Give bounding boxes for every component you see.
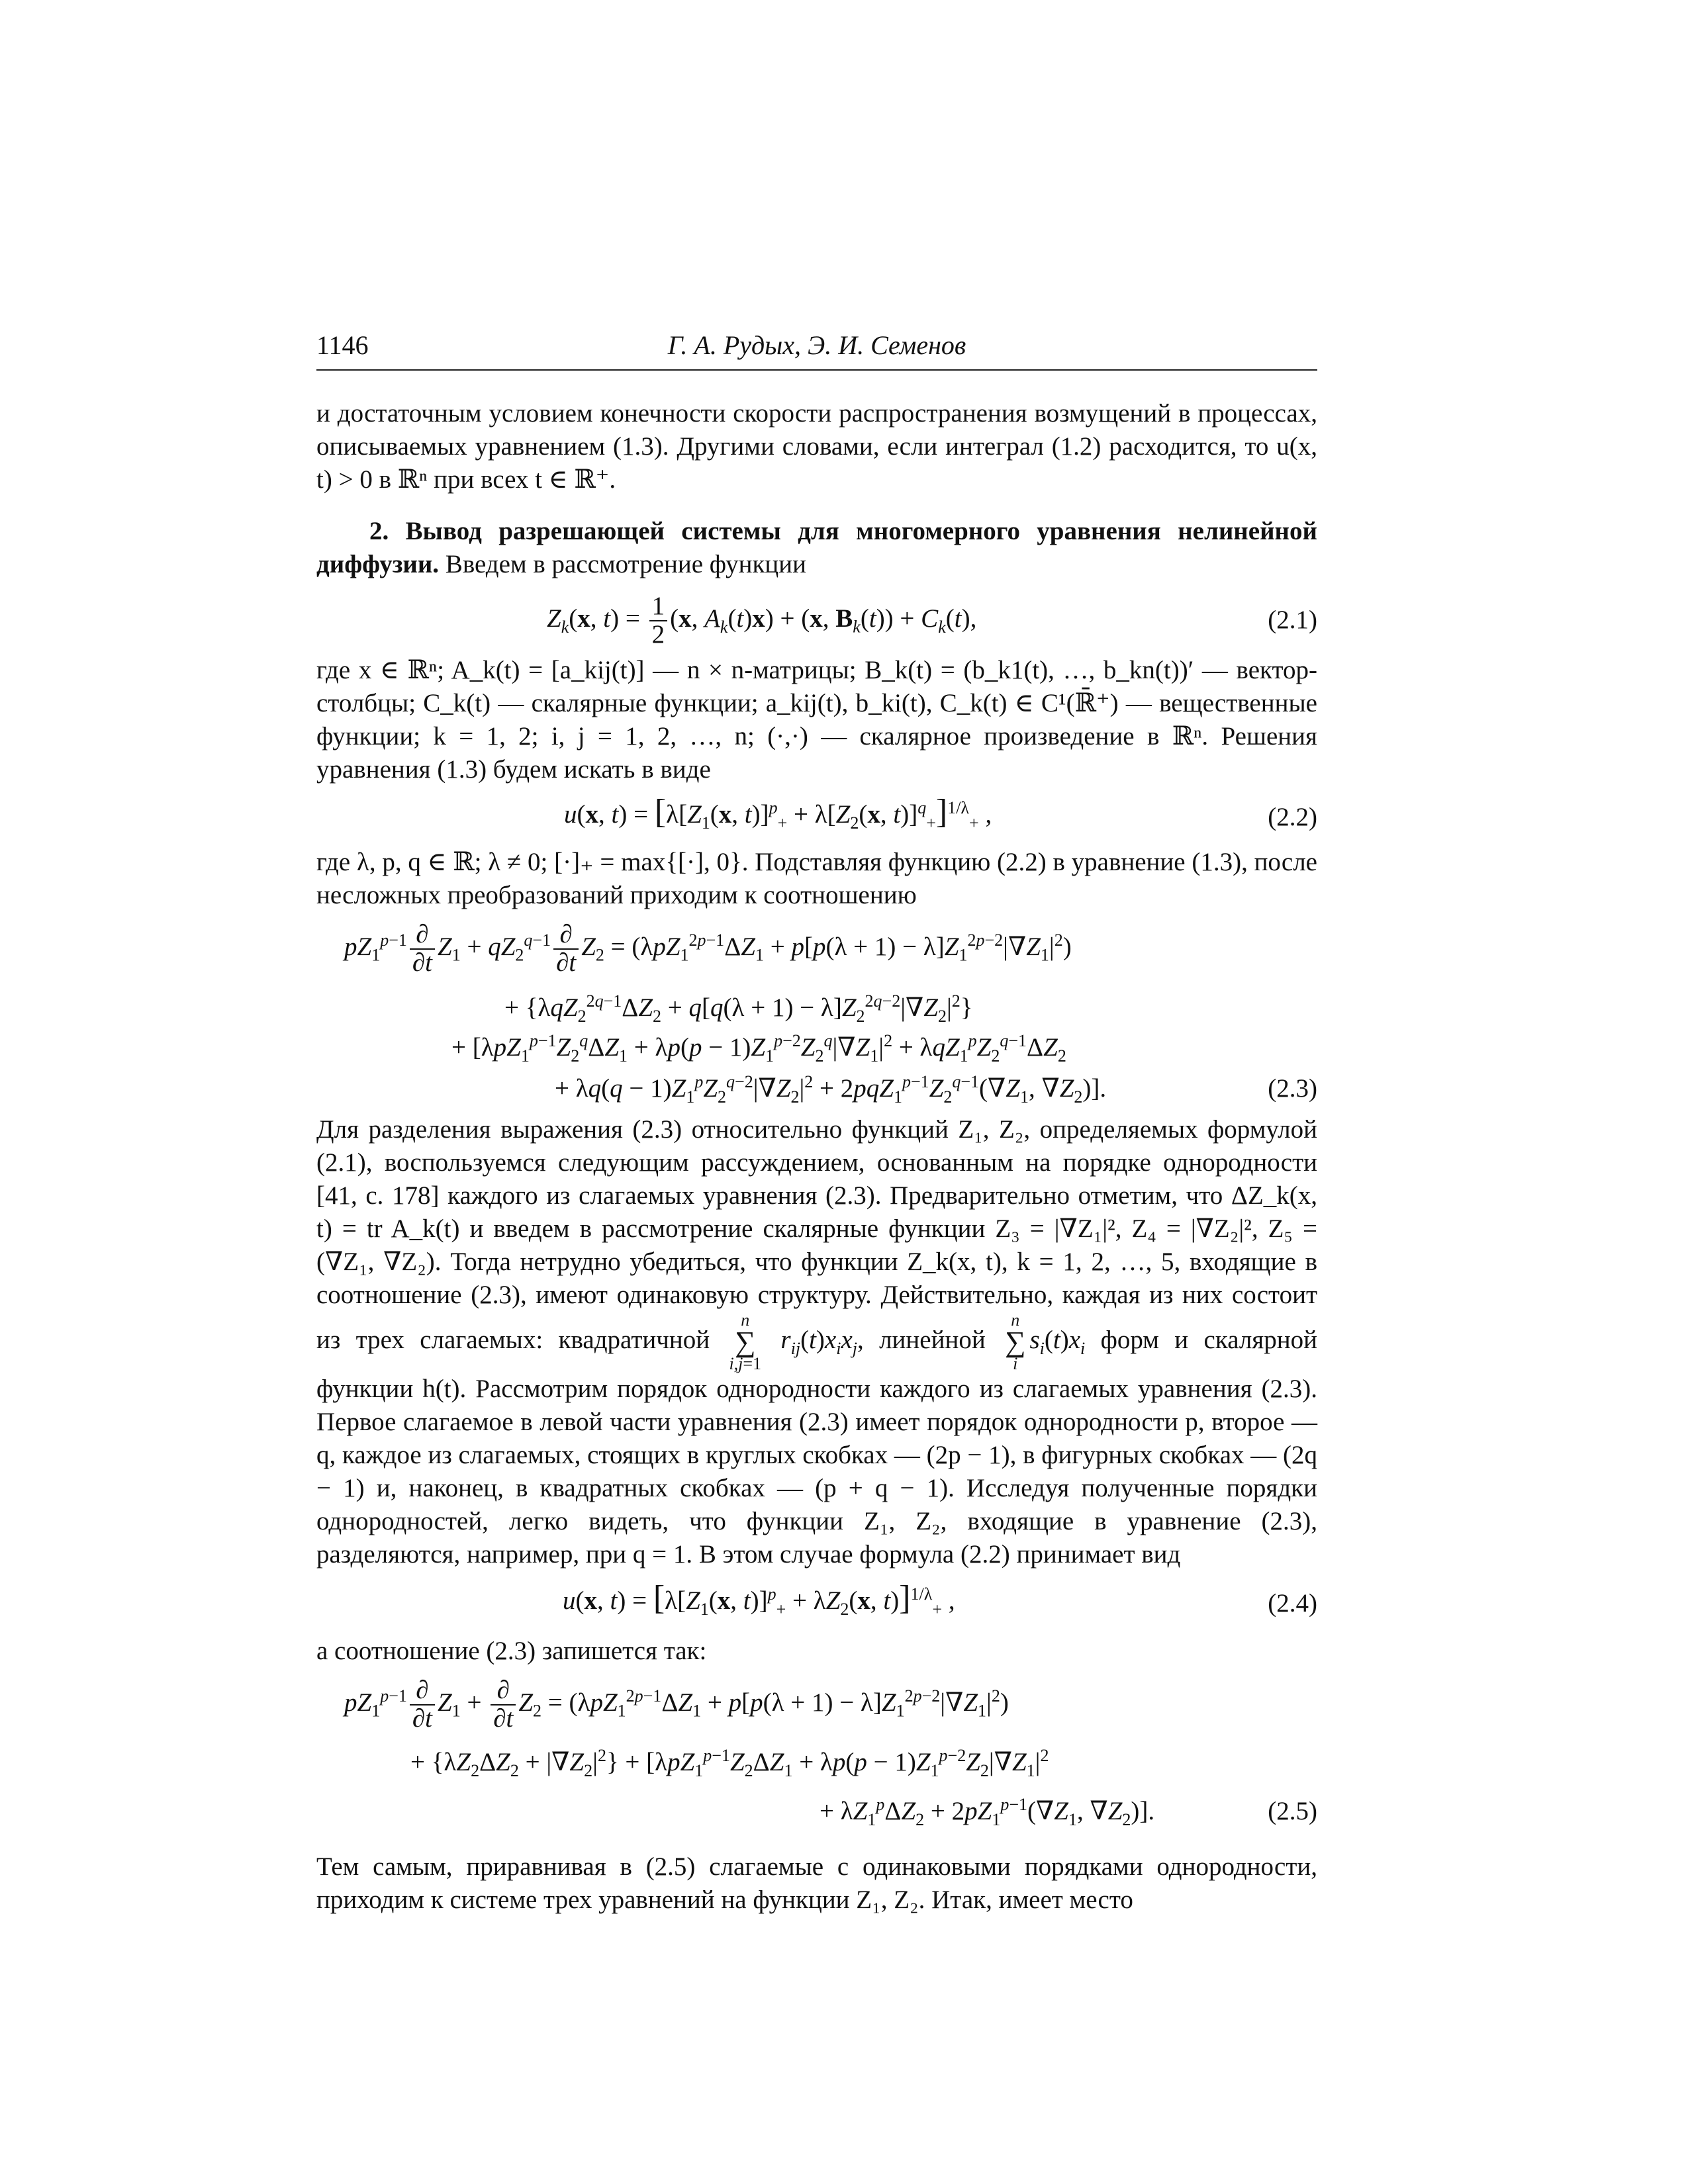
linear-sum: n ∑ i [1005, 1310, 1026, 1373]
page [316, 330, 1317, 1917]
running-head-authors: Г. А. Рудых, Э. И. Семенов [667, 330, 966, 360]
equation-2-2: u(x, $t) = [\lambda[Z_1(x$, $t)]^p_+ + \lambda[Z_2(x$, t)]$^q_+$]$^{1/\lambda}_+$ , (2.2) [316, 786, 1317, 846]
header-rule [316, 369, 1317, 371]
paragraph-4: где λ, p, q ∈ ℝ; λ ≠ 0; [·]₊ = max{[·], 0}. Подставляя функцию (2.2) в уравнение (1.3), после несложных преобразований приходим к соотношению [316, 848, 1317, 909]
section-title: 2. Вывод разрешающей системы для многомерного уравнения нелинейной диффузии. [316, 517, 1317, 578]
paragraph-7: Тем самым, приравнивая в (2.5) слагаемые с одинаковыми порядками однородности, приходим к системе трех уравнений на функции Z₁, Z₂. Итак, имеет место [316, 1852, 1317, 1914]
equation-2-4: u(x, $t) = [\lambda[Z_1(x$, $t)]^p_+ + \lambda Z_2(x$, t)]$^{1/\lambda}_+$ , (2.4) [316, 1571, 1317, 1635]
equation-number-2-3: (2.3) [1268, 1074, 1317, 1103]
paragraph-1: и достаточным условием конечности скорости распространения возмущений в процессах, описываемых уравнением (1.3). Другими словами, если интеграл (1.2) расходится, то u(x, t) > 0 в ℝⁿ при всех t ∈ ℝ⁺. [316, 399, 1317, 494]
equation-number-2-4: (2.4) [1268, 1588, 1317, 1617]
paragraph-3: где x ∈ ℝⁿ; A_k(t) = [a_kij(t)] — n × n-матрицы; B_k(t) = (b_k1(t), …, b_kn(t))′ — вектор-столбцы; C_k(t) — скалярные функции; a_kij(t), b_ki(t), C_k(t) ∈ C¹(ℝ̄⁺) — вещественные функции; k = 1, 2; i, j = 1, 2, …, n; (·,·) — скалярное произведение в ℝⁿ. Решения уравнения (1.3) будем искать в виде [316, 656, 1317, 784]
quadratic-sum: n ∑ i,j=1 [729, 1310, 762, 1373]
paragraph-5-part-c: форм и скалярной функции h(t). Рассмотрим порядок однородности каждого из слагаемых уравнения (2.3). Первое слагаемое в левой части уравнения (2.3) имеет порядок однородности p, второе — q, каждое из слагаемых, стоящих в круглых скобках — (2p − 1), в фигурных скобках — (2q − 1) и, наконец, в квадратных скобках — (p + q − 1). Исследуя полученные порядки однородностей, легко видеть, что функции Z₁, Z₂, входящие в уравнение (2.3), разделяются, например, при q = 1. В этом случае формула (2.2) принимает вид [316, 1325, 1317, 1569]
paragraph-5-part-b: , линейной [857, 1325, 986, 1354]
paragraph-5-part-a: Для разделения выражения (2.3) относительно функций Z₁, Z₂, определяемых формулой (2.1), воспользуемся следующим рассуждением, основанным на порядке однородности [41, с. 178] каждого из слагаемых уравнения (2.3). Предварительно отметим, что ΔZ_k(x, t) = tr A_k(t) и введем в рассмотрение скалярные функции Z₃ = |∇Z₁|², Z₄ = |∇Z₂|², Z₅ = (∇Z₁, ∇Z₂). Тогда нетрудно убедиться, что функции Z_k(x, t), k = 1, 2, …, 5, входящие в соотношение (2.3), имеют одинаковую структуру. Действительно, каждая из них состоит из трех слагаемых: квадратичной [316, 1115, 1317, 1354]
equation-number-2-1: (2.1) [1268, 606, 1317, 634]
paragraph-2-text: Введем в рассмотрение функции [439, 550, 807, 578]
paragraph-5: Для разделения выражения (2.3) относительно функций Z₁, Z₂, определяемых формулой (2.1), воспользуемся следующим рассуждением, основанным на порядке однородности [41, с. 178] каждого из слагаемых уравнения (2.3). Предварительно отметим, что ΔZ_k(x, t) = tr A_k(t) и введем в рассмотрение скалярные функции Z₃ = |∇Z₁|², Z₄ = |∇Z₂|², Z₅ = (∇Z₁, ∇Z₂). Тогда нетрудно убедиться, что функции Z_k(x, t), k = 1, 2, …, 5, входящие в соотношение (2.3), имеют одинаковую структуру. Действительно, каждая из них состоит из трех слагаемых: квадратичной n ∑ i,j=1 $r_{ij}(t)x_ix_j$, линейной n ∑ i $s_i(t)x_i$ форм и скалярной функции h(t). Рассмотрим порядок однородности каждого из слагаемых уравнения (2.3). Первое слагаемое в левой части уравнения (2.3) имеет порядок однородности p, второе — q, каждое из слагаемых, стоящих в круглых скобках — (2p − 1), в фигурных скобках — (2q − 1) и, наконец, в квадратных скобках — (p + q − 1). Исследуя полученные порядки однородностей, легко видеть, что функции Z₁, Z₂, входящие в уравнение (2.3), разделяются, например, при q = 1. В этом случае формула (2.2) принимает вид [316, 1115, 1317, 1569]
equation-2-1: $Z_k(x$, t) = $\frac{1}{2}$ (x, $A_k(t)x) + (x$, $B_k(t)) + C_k(t)$, (2.1) [547, 592, 1317, 649]
equation-2-5: $pZ_1^{p-1}$ $\frac{\partial}{\partial t}$ $Z_1$ + $\frac{\partial}{\partial t}$ $Z_2 = (\lambda pZ_1^{2p-1}\Delta Z_1 + p[p(\lambda + 1) - \lambda]Z_1^{2p-2}|\nabla Z_1|^2)$ + $\{\lambda Z_2\Delta Z_2 + |\nabla Z_2|^2\} + [\lambda pZ_1^{p-1}Z_2\Delta Z_1 + \lambda p(p - 1)Z_1^{p-2}Z_2|\nabla Z_1|^2$ + $\lambda Z_1^p\Delta Z_2 + 2pZ_1^{p-1}(\nabla Z_1$, $\nabla Z_2$)]. (2.5) [344, 1675, 1317, 1829]
running-head [316, 330, 1317, 367]
page-number: 1146 [316, 330, 369, 360]
equation-2-3: $pZ_1^{p-1}$ $\frac{\partial}{\partial t}$ $Z_1 + qZ_2^{q-1}$ $\frac{\partial}{\partial t}$ $Z_2 = (\lambda pZ_1^{2p-1}\Delta Z_1 + p[p(\lambda + 1) - \lambda]Z_1^{2p-2}|\nabla Z_1|^2)$ + $\{\lambda qZ_2^{2q-1}\Delta Z_2 + q[q(\lambda + 1) - \lambda]Z_2^{2q-2}|\nabla Z_2|^2\}$ + [$\lambda pZ_1^{p-1}Z_2^q\Delta Z_1 + \lambda p(p - 1)Z_1^{p-2}Z_2^q|\nabla Z_1|^2 + \lambda qZ_1^pZ_2^{q-1}\Delta Z_2$ + $\lambda q(q - 1)Z_1^pZ_2^{q-2}|\nabla Z_2|^2 + 2pqZ_1^{p-1}Z_2^{q-1}(\nabla Z_1$, $\nabla Z_2$)]. (2.3) [344, 920, 1317, 1107]
equation-number-2-2: (2.2) [1268, 803, 1317, 831]
equation-number-2-5: (2.5) [1268, 1796, 1317, 1825]
paragraph-2 [316, 515, 1317, 581]
paragraph-6: а соотношение (2.3) запишется так: [316, 1636, 707, 1665]
